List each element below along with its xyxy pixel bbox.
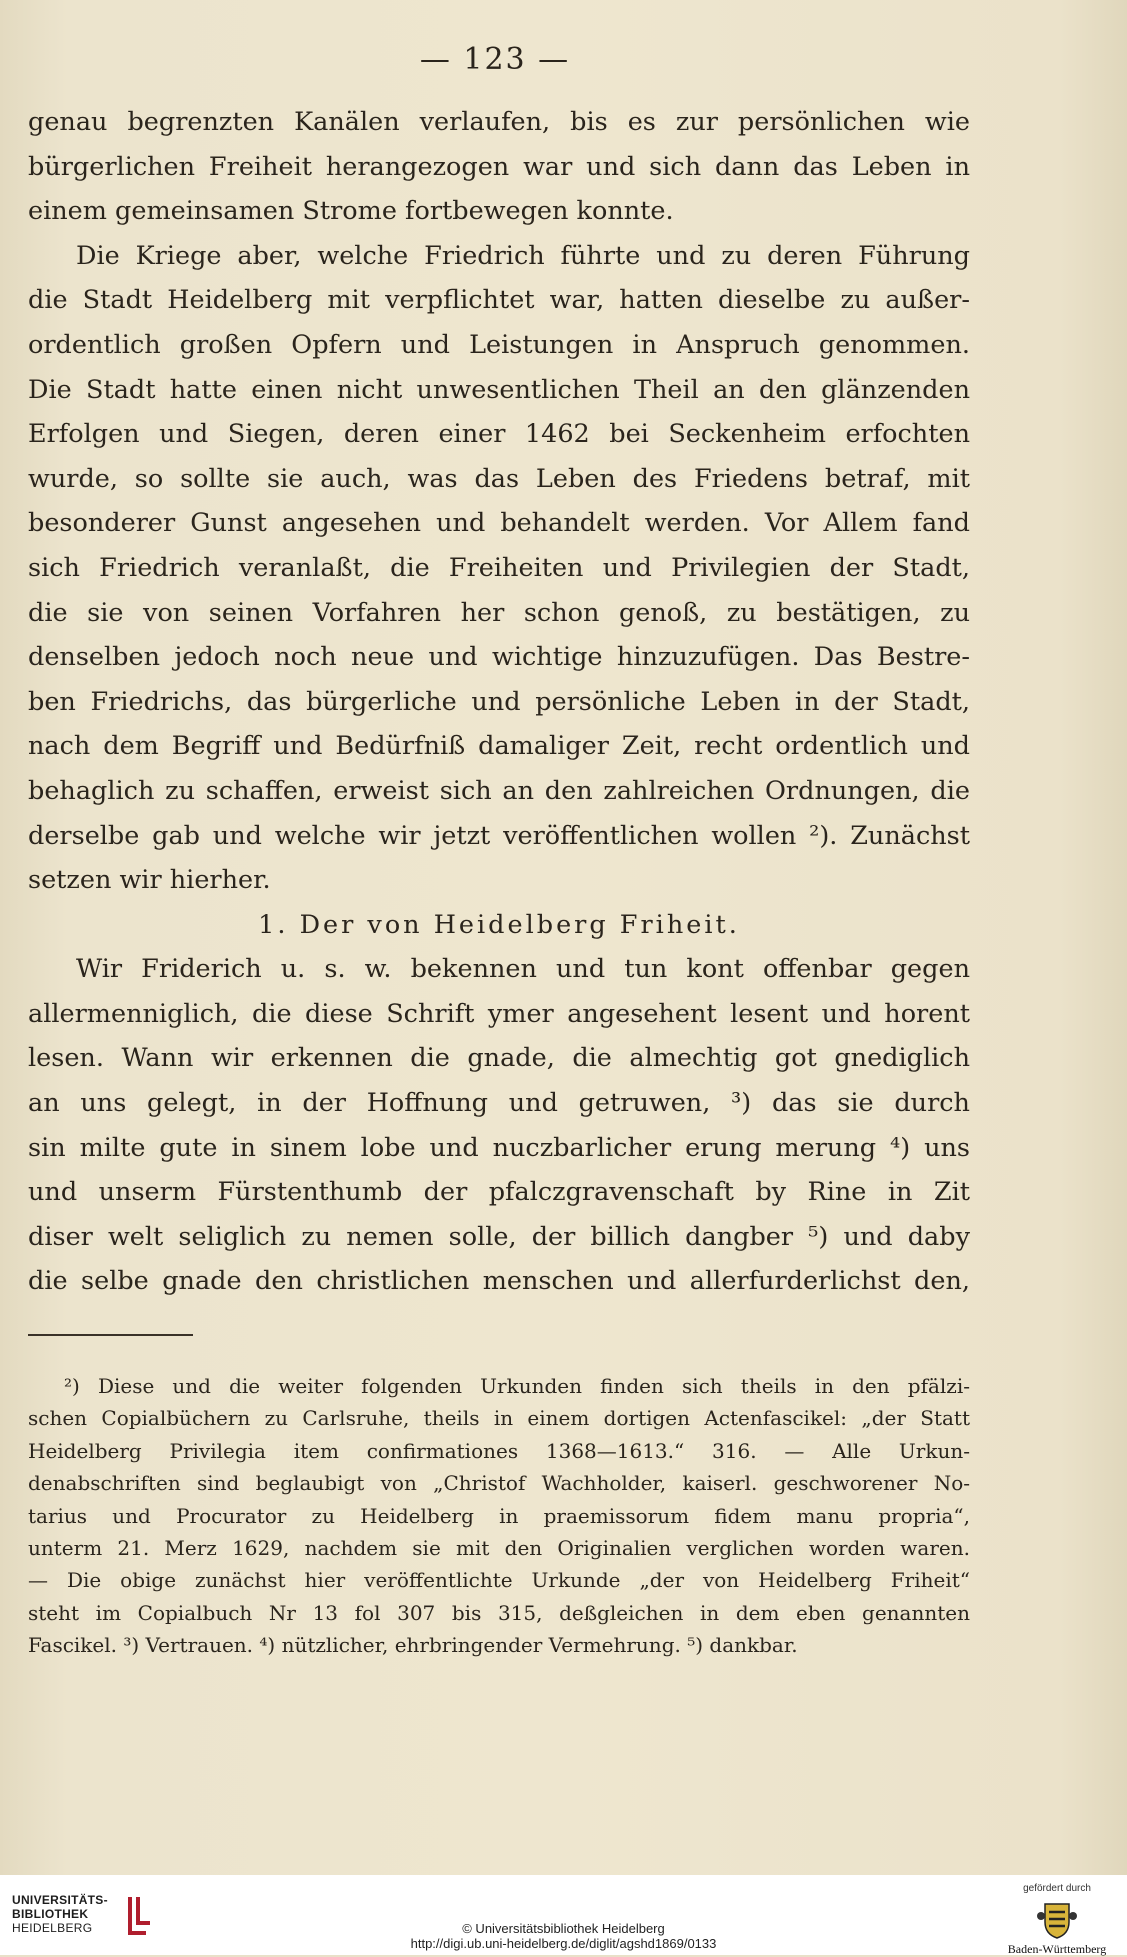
footnote-line: unterm 21. Merz 1629, nachdem sie mit den Originalien verglichen worden waren.	[28, 1535, 970, 1560]
text-line: denselben jedoch noch neue und wichtige hinzuzufügen. Das Bestre-	[28, 642, 970, 673]
text-line: behaglich zu schaffen, erweist sich an den zahlreichen Ordnungen, die	[28, 775, 970, 806]
text-line: bürgerlichen Freiheit herangezogen war und sich dann das Leben in	[28, 151, 970, 182]
text-line: allermenniglich, die diese Schrift ymer angesehent lesent und horent	[28, 998, 970, 1029]
text-line: lesen. Wann wir erkennen die gnade, die almechtig got gnediglich	[28, 1043, 970, 1074]
footnote-line: — Die obige zunächst hier veröffentlichte Urkunde „der von Heidelberg Friheit“	[28, 1568, 970, 1593]
text-line: sin milte gute in sinem lobe und nuczbarlicher erung merung ⁴) uns	[28, 1132, 970, 1163]
funder-block	[997, 1883, 1117, 1957]
text-line: diser welt seliglich zu nemen solle, der billich dangber ⁵) und daby	[28, 1221, 970, 1252]
coat-of-arms-icon	[1035, 1898, 1079, 1940]
text-line: sich Friedrich veranlaßt, die Freiheiten und Privilegien der Stadt,	[28, 552, 970, 583]
footnote-line: schen Copialbüchern zu Carlsruhe, theils in einem dortigen Actenfascikel: „der Statt	[28, 1406, 970, 1431]
text-line: an uns gelegt, in der Hoffnung und getruwen, ³) das sie durch	[28, 1088, 970, 1119]
funded-by-label: gefördert durch	[1023, 1883, 1091, 1894]
text-line: Die Kriege aber, welche Friedrich führte und zu deren Führung	[76, 240, 970, 271]
text-line: wurde, so sollte sie auch, was das Leben des Friedens betraf, mit	[28, 463, 970, 494]
funder-name: Baden-Württemberg	[1007, 1942, 1107, 1956]
footnote-line: ²) Diese und die weiter folgenden Urkunden finden sich theils in den pfälzi-	[64, 1374, 970, 1398]
text-line: und unserm Fürstenthumb der pfalczgravenschaft by Rine in Zit	[28, 1177, 970, 1208]
footnote-line: Heidelberg Privilegia item confirmationes 1368—1613.“ 316. — Alle Urkun-	[28, 1438, 970, 1463]
text-line: die sie von seinen Vorfahren her schon genoß, zu bestätigen, zu	[28, 597, 970, 628]
text-line: genau begrenzten Kanälen verlaufen, bis es zur persönlichen wie	[28, 107, 970, 137]
text-line: derselbe gab und welche wir jetzt veröffentlichen wollen ²). Zunächst	[28, 820, 970, 851]
text-line: einem gemeinsamen Strome fortbewegen konnte.	[28, 196, 674, 227]
copyright-notice	[0, 1921, 1127, 1951]
text-line: besonderer Gunst angesehen und behandelt werden. Vor Allem fand	[28, 508, 970, 539]
logo-line-3: HEIDELBERG	[12, 1921, 93, 1935]
text-line: die Stadt Heidelberg mit verpflichtet war, hatten dieselbe zu außer-	[28, 285, 970, 316]
text-line: ordentlich großen Opfern und Leistungen in Anspruch genommen.	[28, 329, 970, 360]
footnote-line: steht im Copialbuch Nr 13 fol 307 bis 315, deßgleichen in dem eben genannten	[28, 1600, 970, 1625]
footnote-line: tarius und Procurator zu Heidelberg in praemissorum fidem manu propria“,	[28, 1503, 970, 1528]
body-text	[28, 100, 970, 1304]
text-line: nach dem Begriff und Bedürfniß damaliger Zeit, recht ordentlich und	[28, 731, 970, 762]
page-number: — 123 —	[419, 42, 571, 77]
text-line: Die Stadt hatte einen nicht unwesentlichen Theil an den glänzenden	[28, 374, 970, 405]
text-line: ben Friedrichs, das bürgerliche und persönliche Leben in der Stadt,	[28, 686, 970, 717]
permalink[interactable]: http://digi.ub.uni-heidelberg.de/diglit/agshd1869/0133	[410, 1936, 717, 1951]
footnote-line: denabschriften sind beglaubigt von „Christof Wachholder, kaiserl. geschworener No-	[28, 1471, 970, 1496]
copyright-text: © Universitätsbibliothek Heidelberg	[462, 1921, 665, 1936]
section-heading: 1. Der von Heidelberg Friheit.	[258, 909, 740, 940]
text-line: die selbe gnade den christlichen menschen und allerfurderlichst den,	[28, 1266, 970, 1297]
text-line: Wir Friderich u. s. w. bekennen und tun kont offenbar gegen	[76, 954, 970, 985]
footnotes	[28, 1370, 970, 1662]
logo-line-2: BIBLIOTHEK	[12, 1907, 89, 1921]
text-line: setzen wir hierher.	[28, 865, 271, 896]
text-line: Erfolgen und Siegen, deren einer 1462 bei Seckenheim erfochten	[28, 419, 970, 450]
footnote-separator	[28, 1334, 193, 1336]
footnote-line: Fascikel. ³) Vertrauen. ⁴) nützlicher, ehrbringender Vermehrung. ⁵) dankbar.	[28, 1633, 798, 1658]
logo-line-1: UNIVERSITÄTS-	[12, 1893, 108, 1907]
footer-bar	[0, 1875, 1127, 1955]
